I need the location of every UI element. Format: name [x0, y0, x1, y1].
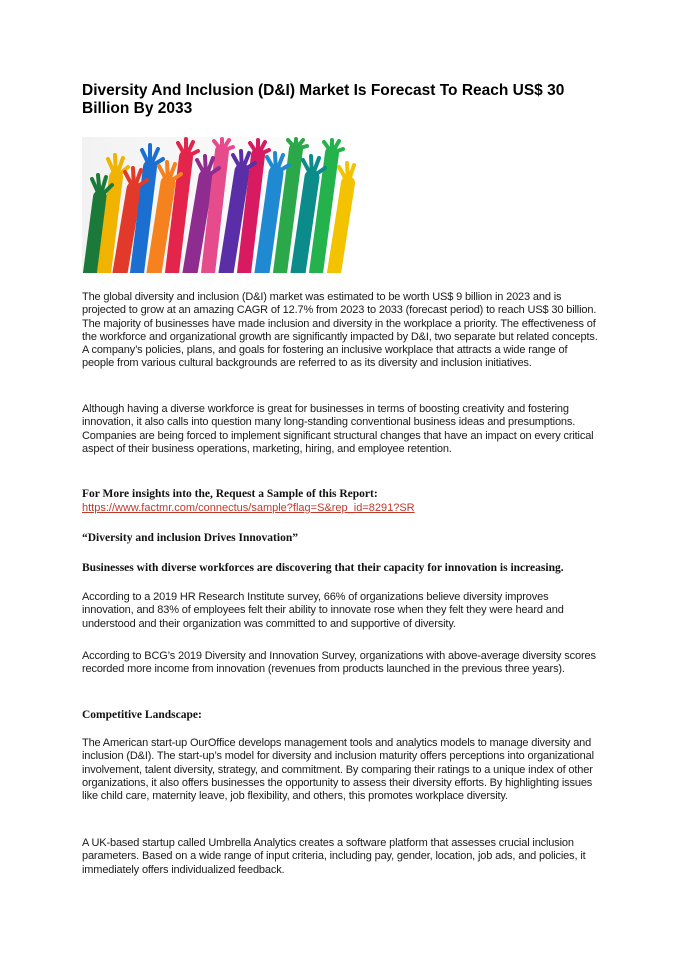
quote-heading: “Diversity and inclusion Drives Innovation”	[82, 532, 298, 544]
innovation-subheading: Businesses with diverse workforces are discovering that their capacity for innovation is increasing.	[82, 562, 564, 574]
sample-report-link[interactable]: https://www.factmr.com/connectus/sample?flag=S&rep_id=8291?SR	[82, 502, 415, 514]
sample-prompt: For More insights into the, Request a Sample of this Report:	[82, 488, 378, 500]
intro-paragraph: The global diversity and inclusion (D&I) market was estimated to be worth US$ 9 billion in 2023 and is projected to grow at an amazing CAGR of 12.7% from 2023 to 2033 (forecast period) to reach US$ 30 billion. The majority of businesses have made inclusion and diversity in the workplace a priority. The effectiveness of the workforce and organizational growth are significantly impacted by D&I, two separate but related concepts. A company’s policies, plans, and goals for fostering an inclusive workplace that attracts a wide range of people from various cultural backgrounds are referred to as its diversity and inclusion initiatives.	[82, 291, 598, 370]
page-title: Diversity And Inclusion (D&I) Market Is Forecast To Reach US$ 30 Billion By 2033	[82, 82, 565, 117]
paragraph-ouroffice: The American start-up OurOffice develops management tools and analytics models to manage diversity and inclusion (D&I). The start-up’s model for diversity and inclusion maturity offers perceptions into organizational involvement, talent diversity, strategy, and commitment. By comparing their ratings to a unique index of other organizations, it also offers businesses the opportunity to assess their diversity efforts. By highlighting issues like child care, maternity leave, job flexibility, and others, this promotes workplace diversity.	[82, 737, 594, 803]
competitive-heading: Competitive Landscape:	[82, 709, 202, 721]
paragraph-bcg-survey: According to BCG’s 2019 Diversity and Innovation Survey, organizations with above-average diversity scores recorded more income from innovation (revenues from products launched in the previous three years).	[82, 650, 596, 676]
paragraph-workforce: Although having a diverse workforce is great for businesses in terms of boosting creativity and fostering innovation, it also calls into question many long-standing conventional business ideas and presumptions. Companies are being forced to implement significant structural changes that have an impact on every critical aspect of their business operations, marketing, hiring, and employee retention.	[82, 403, 594, 455]
paragraph-umbrella-analytics: A UK-based startup called Umbrella Analytics creates a software platform that assesses crucial inclusion parameters. Based on a wide range of input criteria, including pay, gender, location, job ads, and policies, it immediately offers individualized feedback.	[82, 837, 586, 876]
raised-colorful-hands-image	[82, 137, 356, 273]
paragraph-hr-survey: According to a 2019 HR Research Institute survey, 66% of organizations believe diversity improves innovation, and 83% of employees felt their ability to innovate rose when they felt they were heard and understood and their organization was committed to and supportive of diversity.	[82, 591, 564, 630]
